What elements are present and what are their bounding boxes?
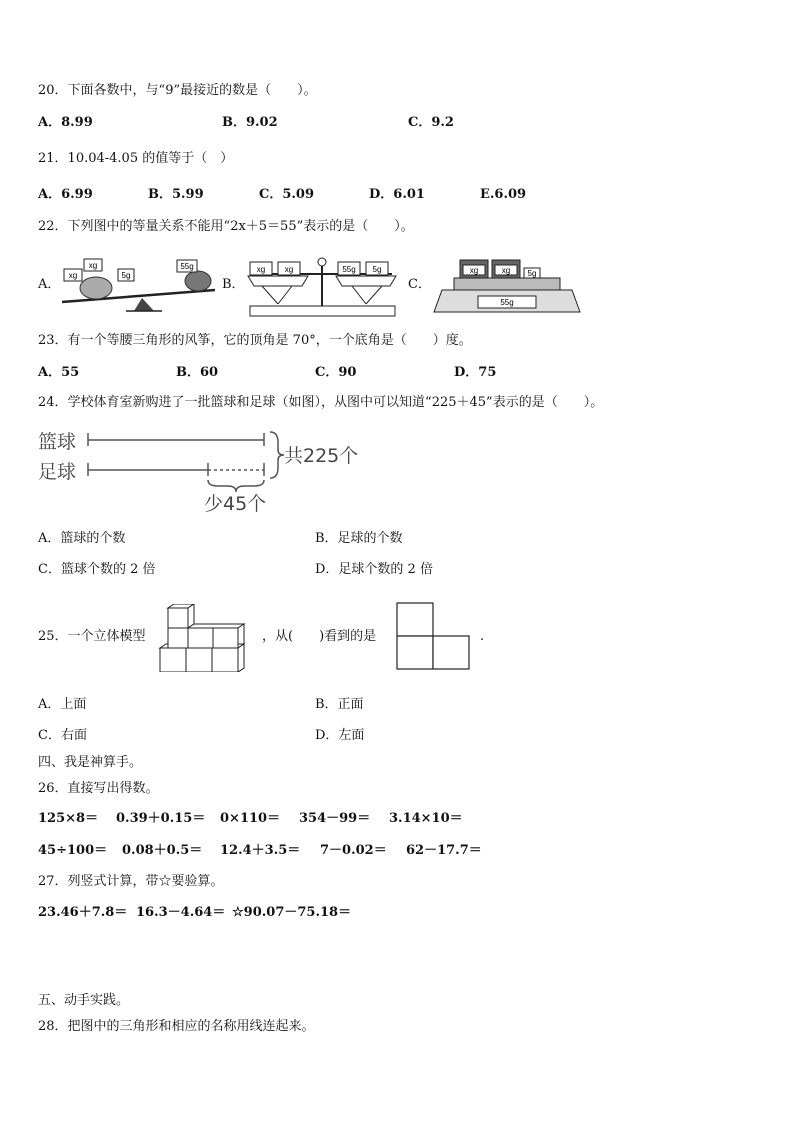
q20-option-b: B．9.02: [222, 115, 278, 130]
q25-solid-model: [158, 604, 250, 672]
q22-fig-c-weight-1: xg: [469, 266, 479, 275]
section-4-heading: 四、我是神算手。: [38, 755, 143, 770]
q20-stem: 20．下面各数中，与“9”最接近的数是（ ）。: [38, 83, 317, 98]
q27-item-1: 23.46＋7.8＝: [38, 905, 128, 920]
q22-stem: 22．下列图中的等量关系不能用“2x＋5＝55”表示的是（ ）。: [38, 219, 414, 234]
label-less: 少45个: [204, 493, 267, 515]
q26-item-4: 354－99＝: [299, 811, 371, 826]
q22-fig-a-weight-3: 5g: [121, 271, 131, 280]
q23-stem: 23．有一个等腰三角形的风筝，它的顶角是 70°，一个底角是（ ）度。: [38, 333, 472, 348]
q26-stem: 26．直接写出得数。: [38, 781, 159, 796]
q22-figure-c-scale: [432, 252, 582, 318]
q26-item-6: 45÷100＝: [38, 843, 108, 858]
section-5-heading: 五、动手实践。: [38, 993, 130, 1008]
q27-item-3: ☆90.07－75.18＝: [232, 905, 352, 920]
q22-fig-b-weight-2: xg: [284, 265, 294, 274]
q24-line-diagram: [38, 424, 368, 516]
q25-stem-part-3: .: [480, 629, 485, 644]
q25-stem-part-1: 25．一个立体模型: [38, 629, 146, 644]
q22-option-c-label: C．: [408, 277, 431, 292]
q28-stem: 28．把图中的三角形和相应的名称用线连起来。: [38, 1019, 315, 1034]
q26-item-8: 12.4＋3.5＝: [220, 843, 301, 858]
q24-option-d: D．足球个数的 2 倍: [315, 562, 433, 577]
q26-item-1: 125×8＝: [38, 811, 99, 826]
q25-option-d: D．左面: [315, 728, 365, 743]
q25-stem-part-2: ，从( )看到的是: [262, 629, 377, 644]
q21-option-a: A．6.99: [38, 187, 93, 202]
q22-fig-a-weight-2: xg: [88, 261, 98, 270]
q24-option-c: C．篮球个数的 2 倍: [38, 562, 156, 577]
q25-option-a: A．上面: [38, 697, 87, 712]
q22-figure-b-balance: [242, 252, 402, 318]
q24-option-b: B．足球的个数: [315, 531, 403, 546]
q21-stem: 21．10.04-4.05 的值等于（ ）: [38, 151, 234, 166]
q27-item-2: 16.3－4.64＝: [136, 905, 226, 920]
q24-option-a: A．篮球的个数: [38, 531, 126, 546]
q22-fig-c-weight-4: 55g: [500, 298, 514, 307]
label-basketball: 篮球: [38, 431, 77, 453]
label-football: 足球: [38, 461, 77, 483]
q21-option-d: D．6.01: [369, 187, 425, 202]
q22-option-b-label: B．: [222, 277, 245, 292]
q26-item-7: 0.08＋0.5＝: [122, 843, 203, 858]
q26-item-3: 0×110＝: [220, 811, 281, 826]
q21-option-e: E.6.09: [480, 187, 527, 202]
q20-option-c: C．9.2: [408, 115, 454, 130]
q23-option-c: C．90: [315, 365, 357, 380]
q21-option-b: B．5.99: [148, 187, 204, 202]
q25-view-shape: [396, 602, 472, 670]
q22-figure-a-seesaw: [60, 255, 220, 317]
q22-fig-a-weight-1: xg: [68, 271, 78, 280]
q21-option-c: C．5.09: [259, 187, 315, 202]
q24-stem: 24．学校体育室新购进了一批篮球和足球（如图），从图中可以知道“225＋45”表示的是（ ）。: [38, 395, 604, 410]
q20-option-a: A．8.99: [38, 115, 93, 130]
q22-option-a-label: A．: [38, 277, 61, 292]
q25-option-b: B．正面: [315, 697, 364, 712]
q25-option-c: C．右面: [38, 728, 87, 743]
q26-item-9: 7－0.02＝: [320, 843, 387, 858]
q22-fig-c-weight-3: 5g: [527, 269, 537, 278]
q22-fig-c-weight-2: xg: [501, 266, 511, 275]
q23-option-a: A．55: [38, 365, 80, 380]
q27-stem: 27．列竖式计算，带☆要验算。: [38, 874, 224, 889]
q22-fig-b-weight-4: 5g: [372, 265, 382, 274]
q26-item-5: 3.14×10＝: [389, 811, 463, 826]
q22-fig-b-weight-3: 55g: [342, 265, 356, 274]
q23-option-b: B．60: [176, 365, 219, 380]
q26-item-10: 62－17.7＝: [406, 843, 482, 858]
q23-option-d: D．75: [454, 365, 497, 380]
q22-fig-b-weight-1: xg: [256, 265, 266, 274]
q26-item-2: 0.39＋0.15＝: [116, 811, 206, 826]
q22-fig-a-weight-4: 55g: [180, 262, 194, 271]
label-total: 共225个: [284, 445, 359, 467]
